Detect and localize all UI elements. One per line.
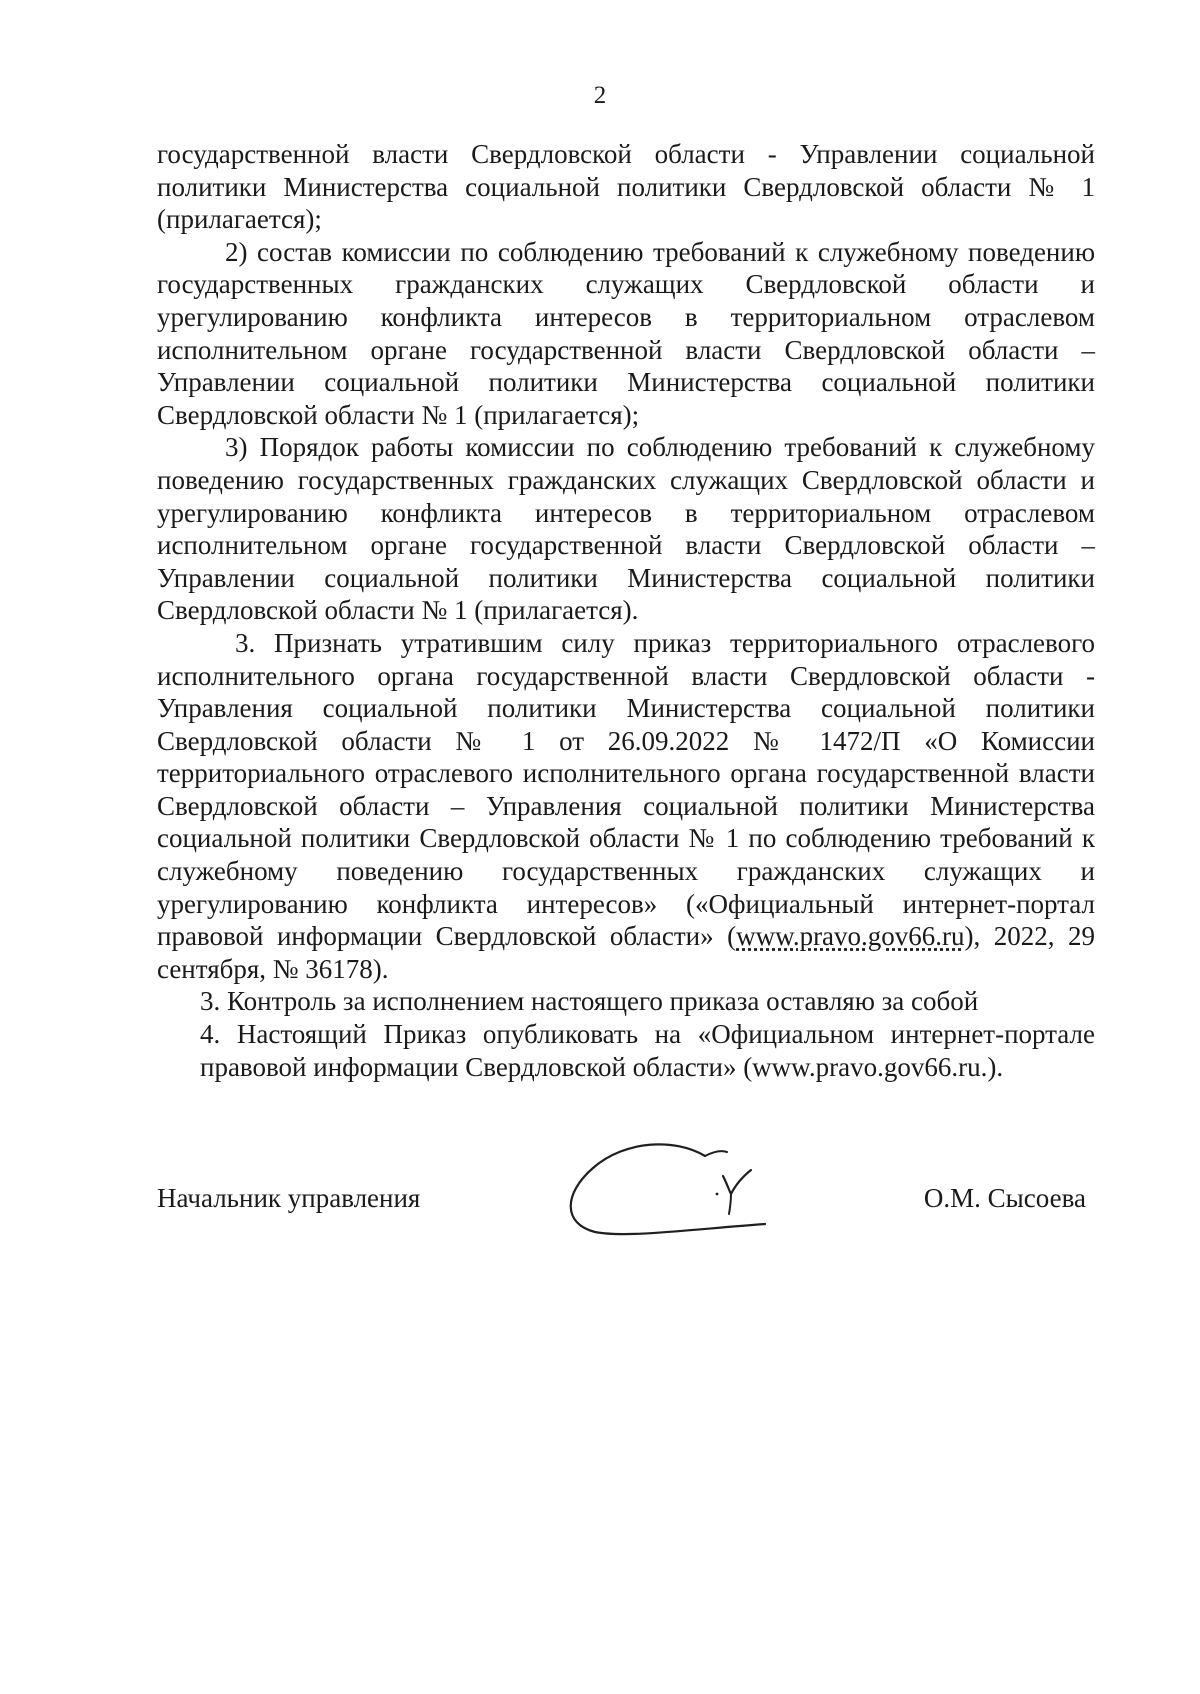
signatory-name: О.М. Сысоева <box>923 1183 1086 1213</box>
paragraph-item-3-procedure: 3) Порядок работы комиссии по соблюдению требований к служебному поведению государственных гражданских служащих Свердловской области и урегулированию конфликта интересов в территориальном отраслевом исполнительном органе государственной власти Свердловской области – Управлении социальной политики Министерства социальной политики Свердловской области № 1 (прилагается). <box>157 432 1095 626</box>
page-number: 2 <box>593 82 607 109</box>
paragraph-publication: 4. Настоящий Приказ опубликовать на «Официальном интернет-портале правовой информации Свердловской области» (www.pravo.gov66.ru.). <box>200 1019 1095 1082</box>
document-body <box>157 138 1095 1083</box>
paragraph-control: 3. Контроль за исполнением настоящего приказа оставляю за собой <box>200 986 979 1017</box>
signatory-position: Начальник управления <box>157 1183 421 1213</box>
paragraph-repeal-order <box>157 627 1095 986</box>
pravo-portal-link[interactable]: www.pravo.gov66.ru <box>736 921 965 952</box>
handwritten-signature <box>555 1128 795 1238</box>
paragraph-continuation: государственной власти Свердловской области - Управлении социальной политики Министерства социальной политики Свердловской области № 1 (прилагается); <box>157 139 1095 235</box>
paragraph-item-2-composition: 2) состав комиссии по соблюдению требований к служебному поведению государственных гражданских служащих Свердловской области и урегулированию конфликта интересов в территориальном отраслевом исполнительном органе государственной власти Свердловской области – Управлении социальной политики Министерства социальной политики Свердловской области № 1 (прилагается); <box>157 236 1095 430</box>
repeal-order-text: 3. Признать утратившим силу приказ территориального отраслевого исполнительного органа государственной власти Свердловской области - Управления социальной политики Министерства социальной политики Свердловской области № 1 от 26.09.2022 № 1472/П «О Комиссии территориального отраслевого исполнительного органа государственной власти Свердловской области – Управления социальной политики Министерства социальной политики Свердловской области № 1 по соблюдению требований к служебному поведению государственных гражданских служащих и урегулированию конфликта интересов» («Официальный интернет-портал правовой информации Свердловской области» ( <box>157 627 1095 952</box>
repeal-order-tail: ), 2022, 29 сентября, № 36178). <box>157 921 1095 984</box>
